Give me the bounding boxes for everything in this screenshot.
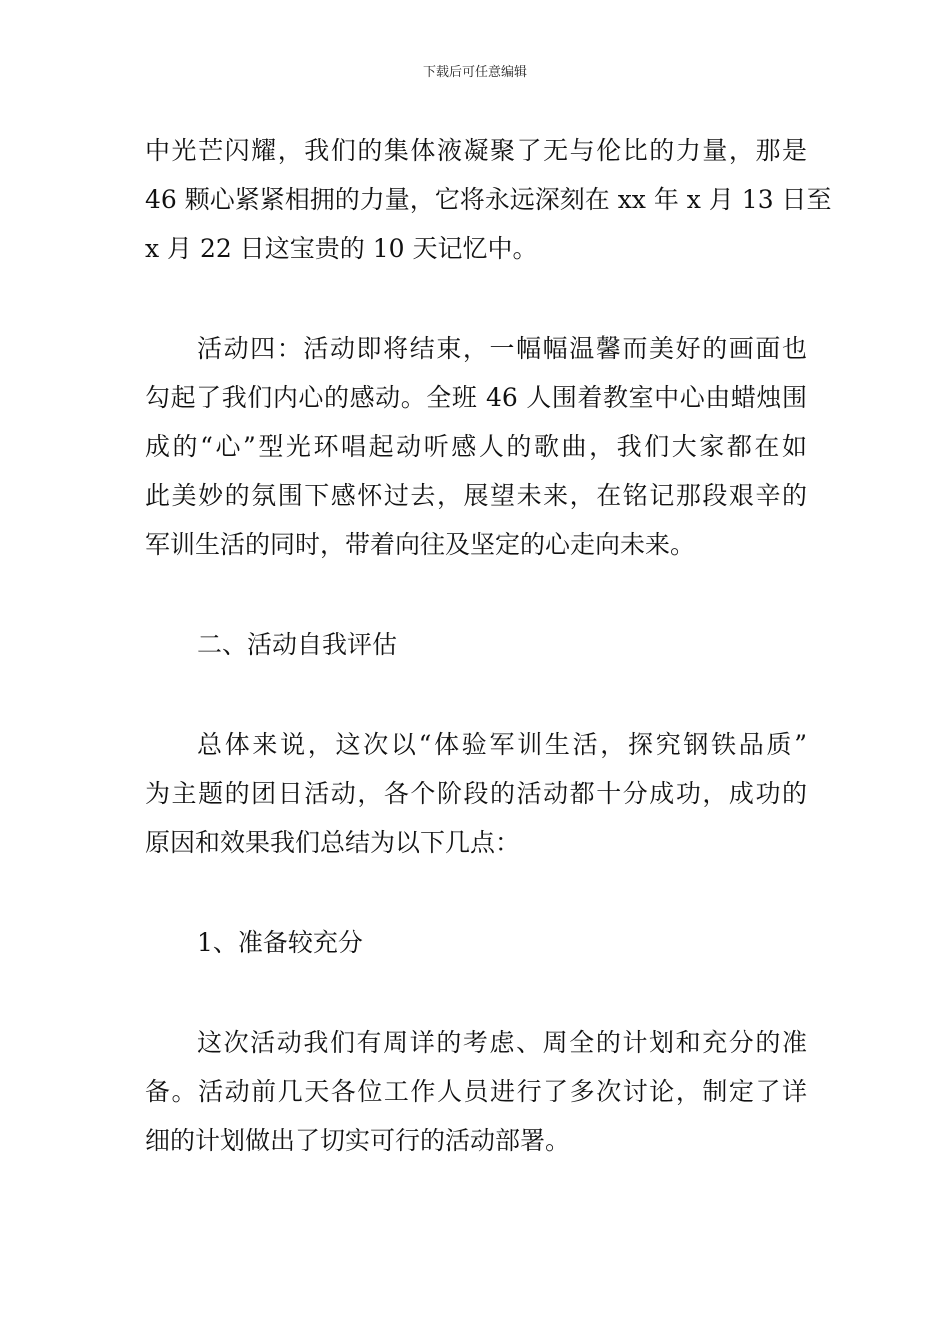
text-line: x 月 22 日这宝贵的 10 天记忆中。 xyxy=(145,234,538,263)
text-line: 这次活动我们有周详的考虑、周全的计划和充分的准 xyxy=(197,1028,807,1057)
heading-line: 二、活动自我评估 xyxy=(197,630,398,659)
text-line: 备。活动前几天各位工作人员进行了多次讨论，制定了详 xyxy=(145,1077,807,1106)
text-line: 成的“心”型光环唱起动听感人的歌曲，我们大家都在如 xyxy=(145,432,807,461)
paragraph-gap xyxy=(145,967,807,1018)
text-line: 为主题的团日活动，各个阶段的活动都十分成功，成功的 xyxy=(145,779,807,808)
paragraph-gap xyxy=(145,273,807,324)
heading-line: 1、准备较充分 xyxy=(197,928,363,957)
paragraph-summary xyxy=(145,720,807,867)
text-line: 原因和效果我们总结为以下几点： xyxy=(145,828,521,857)
page-header: 下载后可任意编辑 xyxy=(422,65,527,80)
paragraph-continuation xyxy=(145,126,832,273)
section-heading-preparation xyxy=(145,918,807,967)
text-line: 活动四：活动即将结束，一幅幅温馨而美好的画面也 xyxy=(197,334,807,363)
document-body xyxy=(145,126,832,1165)
text-line: 军训生活的同时，带着向往及坚定的心走向未来。 xyxy=(145,530,696,559)
text-line: 中光芒闪耀，我们的集体液凝聚了无与伦比的力量，那是 xyxy=(145,136,807,165)
text-line: 46 颗心紧紧相拥的力量，它将永远深刻在 xx 年 x 月 13 日至 xyxy=(145,185,832,214)
section-heading-self-assessment xyxy=(145,620,807,669)
paragraph-preparation xyxy=(145,1018,807,1165)
paragraph-gap xyxy=(145,669,807,720)
paragraph-gap xyxy=(145,569,807,620)
paragraph-gap xyxy=(145,867,807,918)
text-line: 勾起了我们内心的感动。全班 46 人围着教室中心由蜡烛围 xyxy=(145,383,807,412)
text-line: 总体来说，这次以“体验军训生活，探究钢铁品质” xyxy=(197,730,807,759)
text-line: 细的计划做出了切实可行的活动部署。 xyxy=(145,1126,571,1155)
text-line: 此美妙的氛围下感怀过去，展望未来，在铭记那段艰辛的 xyxy=(145,481,807,510)
paragraph-activity-four xyxy=(145,324,807,569)
